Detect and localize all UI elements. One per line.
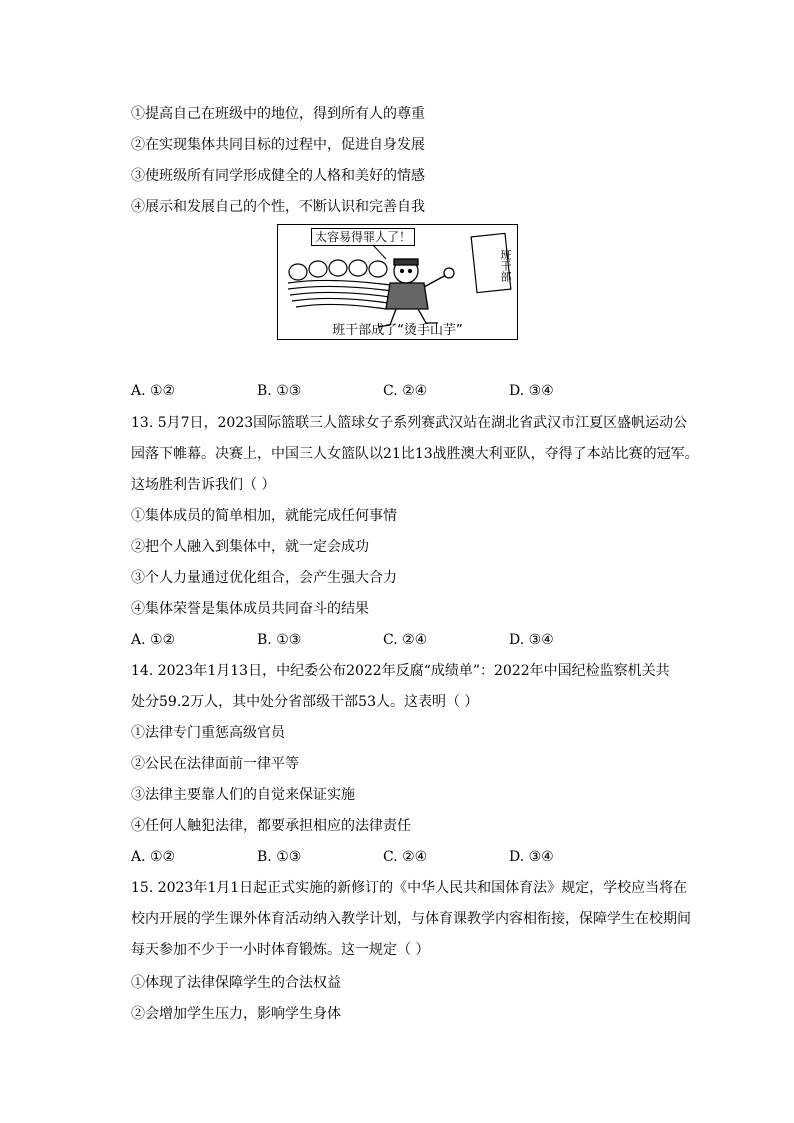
- q14-option-3: ③法律主要靠人们的自觉来保证实施: [131, 787, 355, 803]
- q12-option-1: ①提高自己在班级中的地位，得到所有人的尊重: [131, 106, 425, 122]
- q14-stem-line-1: 14. 2023年1月13日，中纪委公布2022年反腐“成绩单”：2022年中国纪检监察机关共: [131, 663, 670, 679]
- q13-option-3: ③个人力量通过优化组合，会产生强大合力: [131, 570, 397, 586]
- q13-stem-line-3: 这场胜利告诉我们（ ）: [131, 477, 276, 493]
- q13-stem-line-2: 园落下帷幕。决赛上，中国三人女篮队以21比13战胜澳大利亚队，夺得了本站比赛的冠军。: [131, 446, 699, 462]
- q14-choice-c[interactable]: C. ②④: [383, 849, 428, 865]
- q13-choice-d[interactable]: D. ③④: [509, 632, 554, 648]
- q12-choice-d[interactable]: D. ③④: [509, 383, 554, 399]
- q14-choice-a[interactable]: A. ①②: [131, 849, 176, 865]
- q12-option-4: ④展示和发展自己的个性，不断认识和完善自我: [131, 199, 425, 215]
- q13-choice-c[interactable]: C. ②④: [383, 632, 428, 648]
- q13-option-2: ②把个人融入到集体中，就一定会成功: [131, 539, 369, 555]
- q14-option-4: ④任何人触犯法律，都要承担相应的法律责任: [131, 818, 411, 834]
- q13-option-1: ①集体成员的简单相加，就能完成任何事情: [131, 508, 397, 524]
- q15-option-1: ①体现了法律保障学生的合法权益: [131, 975, 341, 991]
- q12-choice-a[interactable]: A. ①②: [131, 383, 176, 399]
- q14-choice-b[interactable]: B. ①③: [257, 849, 302, 865]
- q14-option-2: ②公民在法律面前一律平等: [131, 756, 299, 772]
- cartoon-caption: 班干部成了“烫手山芋”: [332, 323, 463, 338]
- q14-option-1: ①法律专门重惩高级官员: [131, 725, 285, 741]
- cartoon-image: [277, 224, 518, 340]
- q13-choice-a[interactable]: A. ①②: [131, 632, 176, 648]
- q12-option-2: ②在实现集体共同目标的过程中，促进自身发展: [131, 137, 425, 153]
- q13-stem-line-1: 13. 5月7日，2023国际篮联三人篮球女子系列赛武汉站在湖北省武汉市江夏区盛帆运动公: [131, 415, 688, 431]
- q14-choice-d[interactable]: D. ③④: [509, 849, 554, 865]
- cartoon-speech-bubble: 太容易得罪人了！: [311, 228, 415, 246]
- q15-stem-line-2: 校内开展的学生课外体育活动纳入教学计划，与体育课教学内容相衔接，保障学生在校期间: [131, 911, 691, 927]
- q12-choice-c[interactable]: C. ②④: [383, 383, 428, 399]
- q13-choice-b[interactable]: B. ①③: [257, 632, 302, 648]
- q13-option-4: ④集体荣誉是集体成员共同奋斗的结果: [131, 601, 369, 617]
- q12-option-3: ③使班级所有同学形成健全的人格和美好的情感: [131, 168, 425, 184]
- q14-stem-line-2: 处分59.2万人，其中处分省部级干部53人。这表明（ ）: [131, 694, 479, 710]
- q12-choice-b[interactable]: B. ①③: [257, 383, 302, 399]
- q13-choices: [131, 630, 651, 650]
- q15-option-2: ②会增加学生压力，影响学生身体: [131, 1006, 341, 1022]
- cartoon-sign-label: 班干部: [499, 248, 512, 282]
- q14-choices: [131, 847, 651, 867]
- q15-stem-line-1: 15. 2023年1月1日起正式实施的新修订的《中华人民共和国体育法》规定，学校应当将在: [131, 880, 688, 896]
- q12-choices: [131, 381, 651, 401]
- q15-stem-line-3: 每天参加不少于一小时体育锻炼。这一规定（ ）: [131, 942, 430, 958]
